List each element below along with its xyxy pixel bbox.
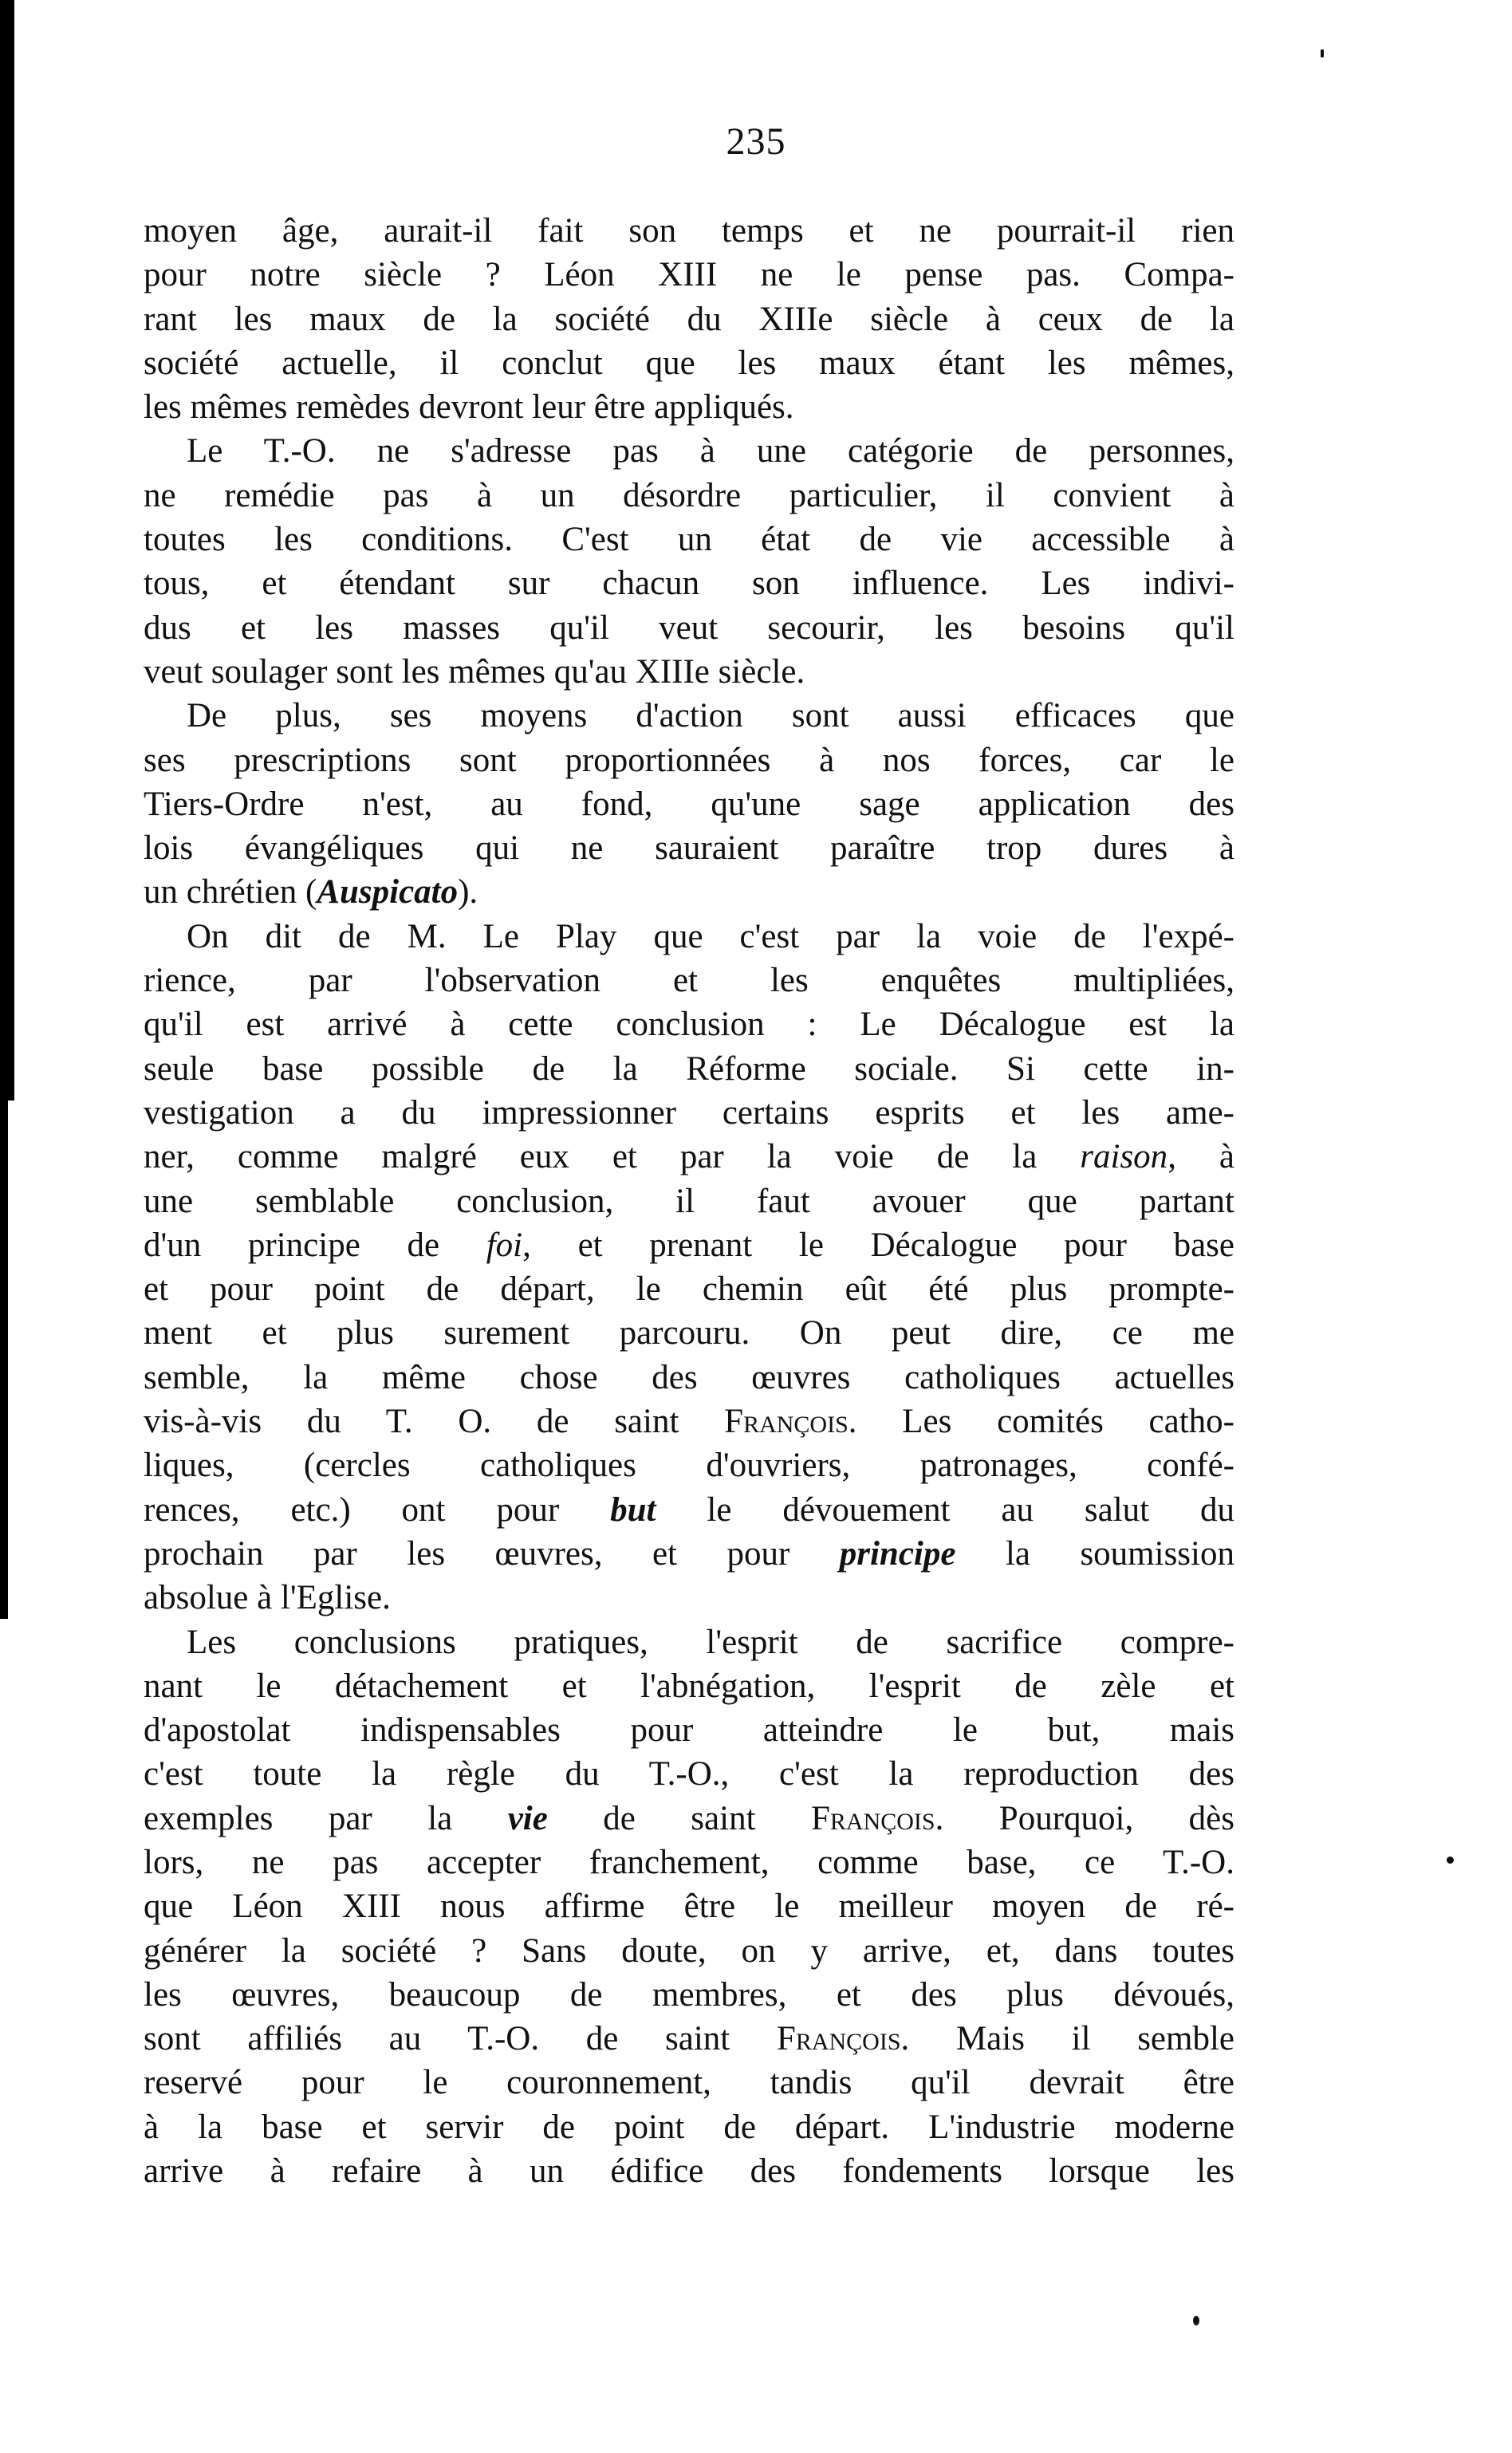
text-line: reservé pour le couronnement, tandis qu'il devrait être	[144, 2064, 1234, 2102]
text-line: et pour point de départ, le chemin eût été plus prompte-	[144, 1270, 1234, 1309]
text-line: les mêmes remèdes devront leur être appliqués.	[144, 388, 794, 427]
text-line: absolue à l'Eglise.	[144, 1579, 391, 1617]
text-line: une semblable conclusion, il faut avouer que partant	[144, 1182, 1234, 1220]
text-run: . Pourquoi, dès	[935, 1799, 1234, 1837]
text-run: la soumission	[955, 1534, 1234, 1573]
emphasis: principe	[839, 1534, 956, 1573]
binding-edge	[0, 0, 14, 1101]
text-run: . Mais il semble	[900, 2020, 1234, 2058]
text-line: arrive à refaire à un édifice des fondements lorsque les	[144, 2152, 1234, 2191]
small-caps-name: François	[724, 1403, 849, 1441]
text-run: , à	[1167, 1138, 1234, 1176]
emphasis: but	[610, 1490, 656, 1529]
text-line: société actuelle, il conclut que les maux étant les mêmes,	[144, 344, 1234, 382]
small-caps-name: François	[810, 1799, 935, 1837]
text-line: rience, par l'observation et les enquêtes multipliées,	[144, 962, 1234, 1000]
text-line: toutes les conditions. C'est un état de vie accessible à	[144, 521, 1234, 559]
emphasis: raison	[1080, 1138, 1168, 1176]
text-line: qu'il est arrivé à cette conclusion : Le Décalogue est la	[144, 1006, 1234, 1044]
text-run: rences, etc.) ont pour	[144, 1490, 611, 1529]
text-run: prochain par les œuvres, et pour	[144, 1534, 840, 1573]
text-run: de saint	[547, 1799, 811, 1837]
text-run: d'un principe de	[144, 1226, 486, 1264]
text-line: nant le détachement et l'abnégation, l'esprit de zèle et	[144, 1667, 1234, 1705]
text-line: lois évangéliques qui ne sauraient paraître trop dures à	[144, 829, 1234, 868]
encyclical-title: Auspicato	[317, 873, 459, 912]
text-run: , et prenant le Décalogue pour base	[522, 1226, 1234, 1264]
text-run: ner, comme malgré eux et par la voie de la	[144, 1138, 1081, 1176]
emphasis: foi	[486, 1226, 523, 1264]
text-run: vis-à-vis du T. O. de saint	[144, 1403, 725, 1441]
small-caps-name: François	[776, 2020, 901, 2058]
text-line: moyen âge, aurait-il fait son temps et ne pourrait-il rien	[144, 212, 1234, 250]
text-run: exemples par la	[144, 1799, 508, 1837]
paragraph-start: On dit de M. Le Play que c'est par la voie de l'expé-	[187, 917, 1234, 955]
text-line: liques, (cercles catholiques d'ouvriers, patronages, confé-	[144, 1447, 1234, 1485]
text-line: dus et les masses qu'il veut secourir, les besoins qu'il	[144, 608, 1234, 647]
text-line	[144, 1797, 1234, 1841]
text-run: un chrétien (	[144, 873, 317, 912]
text-line	[144, 2017, 1234, 2061]
text-line: générer la société ? Sans doute, on y arrive, et, dans toutes	[144, 1931, 1234, 1970]
text-line	[144, 870, 1234, 914]
paragraph-start: Les conclusions pratiques, l'esprit de sacrifice compre-	[187, 1623, 1234, 1661]
text-line	[144, 1135, 1234, 1179]
text-line	[144, 1532, 1234, 1576]
scan-speck	[1321, 49, 1324, 57]
scan-speck	[1447, 1856, 1454, 1864]
binding-edge-lower	[0, 1101, 8, 1619]
text-line: veut soulager sont les mêmes qu'au XIIIe siècle.	[144, 652, 805, 691]
text-run: sont affiliés au T.-O. de saint	[144, 2020, 777, 2058]
text-line: c'est toute la règle du T.-O., c'est la reproduction des	[144, 1755, 1234, 1793]
page-number: 235	[726, 120, 786, 163]
text-line	[144, 1488, 1234, 1532]
text-line: ne remédie pas à un désordre particulier, il convient à	[144, 476, 1234, 514]
text-run: . Les comités catho-	[848, 1403, 1234, 1441]
text-line: tous, et étendant sur chacun son influence. Les indivi-	[144, 565, 1234, 603]
text-run: le dévouement au salut du	[656, 1490, 1234, 1529]
paragraph-start: De plus, ses moyens d'action sont aussi efficaces que	[187, 697, 1234, 735]
emphasis: vie	[507, 1799, 548, 1837]
text-line: lors, ne pas accepter franchement, comme base, ce T.-O.	[144, 1843, 1234, 1881]
paragraph-start: Le T.-O. ne s'adresse pas à une catégorie de personnes,	[187, 432, 1234, 471]
text-line: les œuvres, beaucoup de membres, et des plus dévoués,	[144, 1975, 1234, 2014]
text-line: ment et plus surement parcouru. On peut dire, ce me	[144, 1314, 1234, 1352]
scan-speck	[1193, 2316, 1199, 2325]
text-line: pour notre siècle ? Léon XIII ne le pense pas. Compa-	[144, 256, 1234, 294]
text-line: que Léon XIII nous affirme être le meilleur moyen de ré-	[144, 1888, 1234, 1926]
text-line	[144, 1400, 1234, 1443]
text-line: rant les maux de la société du XIIIe siècle à ceux de la	[144, 300, 1234, 338]
text-line: Tiers-Ordre n'est, au fond, qu'une sage application des	[144, 785, 1234, 823]
text-line: vestigation a du impressionner certains esprits et les ame-	[144, 1093, 1234, 1132]
text-line: ses prescriptions sont proportionnées à nos forces, car le	[144, 741, 1234, 779]
body-text	[144, 209, 1234, 2193]
text-line: à la base et servir de point de départ. L'industrie moderne	[144, 2108, 1234, 2146]
text-line: seule base possible de la Réforme sociale. Si cette in-	[144, 1049, 1234, 1088]
text-line: semble, la même chose des œuvres catholiques actuelles	[144, 1358, 1234, 1396]
text-run: ).	[458, 873, 478, 912]
text-line	[144, 1223, 1234, 1267]
text-line: d'apostolat indispensables pour atteindre le but, mais	[144, 1711, 1234, 1750]
